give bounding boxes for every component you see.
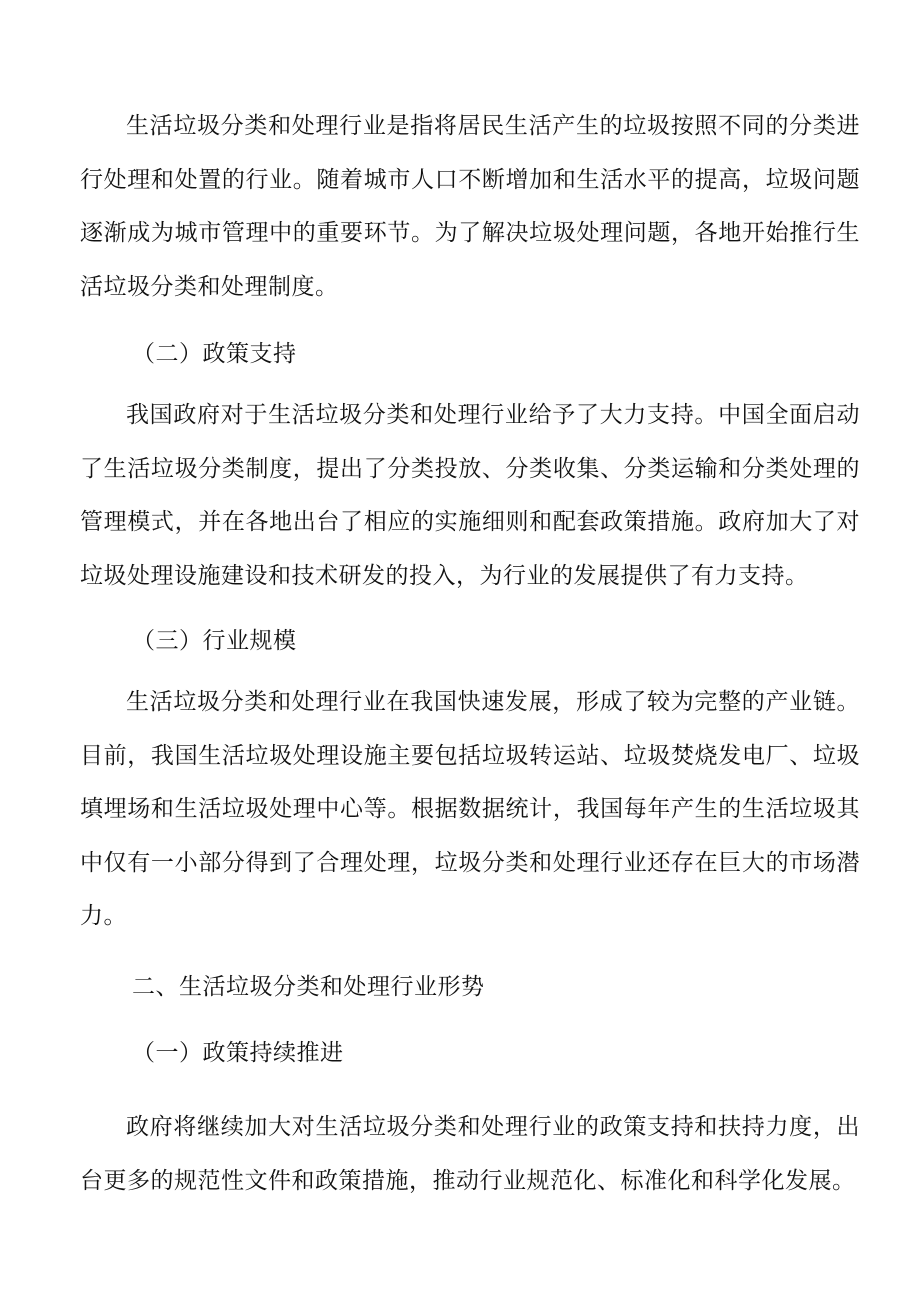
paragraph-industry-scale: 生活垃圾分类和处理行业在我国快速发展，形成了较为完整的产业链。目前，我国生活垃圾处理设施主要包括垃圾转运站、垃圾焚烧发电厂、垃圾填埋场和生活垃圾处理中心等。根据数据统计，我国每年产生的生活垃圾其中仅有一小部分得到了合理处理，垃圾分类和处理行业还存在巨大的市场潜力。 — [80, 689, 860, 930]
heading-policy-support: （二）政策支持 — [132, 341, 297, 367]
heading-industry-scale: （三）行业规模 — [132, 628, 297, 654]
heading-section-two: 二、生活垃圾分类和处理行业形势 — [132, 974, 485, 1000]
paragraph-policy-continue: 政府将继续加大对生活垃圾分类和处理行业的政策支持和扶持力度，出台更多的规范性文件和政策措施，推动行业规范化、标准化和科学化发展。 — [80, 1114, 860, 1194]
heading-policy-continue: （一）政策持续推进 — [132, 1040, 344, 1066]
paragraph-industry-definition: 生活垃圾分类和处理行业是指将居民生活产生的垃圾按照不同的分类进行处理和处置的行业。随着城市人口不断增加和生活水平的提高，垃圾问题逐渐成为城市管理中的重要环节。为了解决垃圾处理问题，各地开始推行生活垃圾分类和处理制度。 — [80, 113, 860, 300]
paragraph-policy-support: 我国政府对于生活垃圾分类和处理行业给予了大力支持。中国全面启动了生活垃圾分类制度，提出了分类投放、分类收集、分类运输和分类处理的管理模式，并在各地出台了相应的实施细则和配套政策措施。政府加大了对垃圾处理设施建设和技术研发的投入，为行业的发展提供了有力支持。 — [80, 402, 860, 589]
